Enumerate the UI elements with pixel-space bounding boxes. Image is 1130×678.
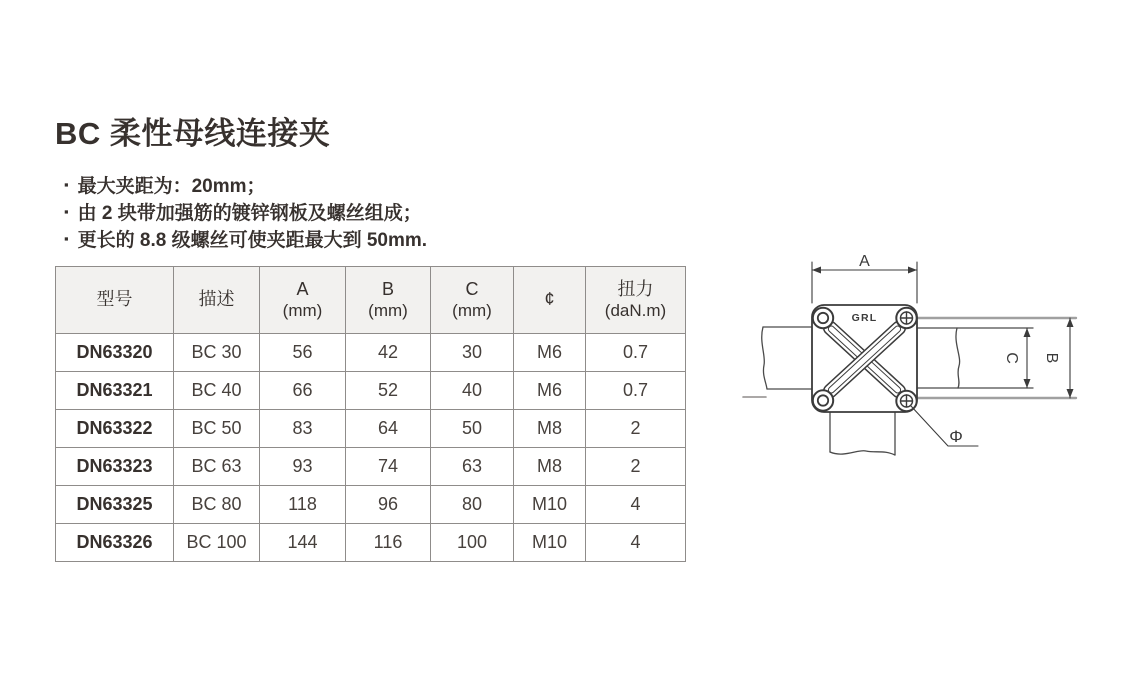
header-unit: (mm) bbox=[282, 300, 323, 320]
cell-c: 40 bbox=[431, 372, 514, 410]
table-row bbox=[56, 486, 686, 524]
cell-description: BC 30 bbox=[174, 334, 260, 372]
cell-diameter: M8 bbox=[514, 410, 586, 448]
phi-leader-line bbox=[911, 406, 978, 446]
cell-model: DN63320 bbox=[56, 334, 174, 372]
header-unit: (mm) bbox=[452, 300, 492, 320]
page-title: BC 柔性母线连接夹 bbox=[55, 116, 331, 151]
cell-description: BC 100 bbox=[174, 524, 260, 562]
cell-model: DN63321 bbox=[56, 372, 174, 410]
header-label: B bbox=[381, 279, 394, 299]
cell-diameter: M10 bbox=[514, 486, 586, 524]
cell-torque: 2 bbox=[586, 410, 686, 448]
cell-a: 83 bbox=[260, 410, 346, 448]
cell-c: 50 bbox=[431, 410, 514, 448]
col-header-c bbox=[431, 267, 514, 334]
cell-a: 66 bbox=[260, 372, 346, 410]
list-item bbox=[64, 171, 427, 198]
cell-model: DN63323 bbox=[56, 448, 174, 486]
cell-a: 118 bbox=[260, 486, 346, 524]
bolt-top-right-screw bbox=[896, 308, 916, 328]
col-header-b bbox=[346, 267, 431, 334]
bolt-top-left bbox=[813, 308, 833, 328]
cell-torque: 2 bbox=[586, 448, 686, 486]
cell-diameter: M6 bbox=[514, 334, 586, 372]
cell-b: 64 bbox=[346, 410, 431, 448]
cell-b: 96 bbox=[346, 486, 431, 524]
cell-description: BC 40 bbox=[174, 372, 260, 410]
col-header-model bbox=[56, 267, 174, 334]
dim-a-label: A bbox=[859, 253, 870, 270]
bolt-bottom-left bbox=[813, 390, 833, 410]
col-header-torque bbox=[586, 267, 686, 334]
table-row bbox=[56, 334, 686, 372]
cell-torque: 4 bbox=[586, 524, 686, 562]
cell-c: 30 bbox=[431, 334, 514, 372]
table-row bbox=[56, 448, 686, 486]
dim-b-label: B bbox=[1043, 352, 1060, 364]
header-unit: (mm) bbox=[368, 300, 408, 320]
cell-a: 56 bbox=[260, 334, 346, 372]
bullet-icon: ▪ bbox=[64, 177, 69, 192]
bullet-icon: ▪ bbox=[64, 231, 69, 246]
list-item-text: 最大夹距为：20mm； bbox=[77, 176, 266, 197]
header-label: ¢ bbox=[544, 289, 555, 310]
list-item-text: 更长的 8.8 级螺丝可使夹距最大到 50mm. bbox=[77, 230, 428, 251]
cell-diameter: M10 bbox=[514, 524, 586, 562]
header-row bbox=[56, 267, 686, 334]
phi-label: Φ bbox=[949, 427, 963, 446]
cell-description: BC 50 bbox=[174, 410, 260, 448]
dim-c-label: C bbox=[1003, 352, 1020, 364]
cell-torque: 0.7 bbox=[586, 334, 686, 372]
header-label: 型号 bbox=[96, 289, 133, 310]
cell-model: DN63322 bbox=[56, 410, 174, 448]
cell-b: 74 bbox=[346, 448, 431, 486]
dim-b bbox=[1067, 318, 1074, 398]
table-row bbox=[56, 372, 686, 410]
header-label: A bbox=[296, 279, 309, 299]
cell-description: BC 63 bbox=[174, 448, 260, 486]
cell-model: DN63326 bbox=[56, 524, 174, 562]
cell-c: 63 bbox=[431, 448, 514, 486]
header-label: 描述 bbox=[198, 289, 235, 310]
table-row bbox=[56, 524, 686, 562]
busbar-left bbox=[743, 327, 812, 397]
col-header-diameter bbox=[514, 267, 586, 334]
cell-a: 93 bbox=[260, 448, 346, 486]
cell-c: 80 bbox=[431, 486, 514, 524]
list-item bbox=[64, 225, 427, 252]
cell-model: DN63325 bbox=[56, 486, 174, 524]
list-item-text: 由 2 块带加强筋的镀锌钢板及螺丝组成； bbox=[77, 203, 422, 224]
dim-c bbox=[1024, 328, 1031, 388]
cell-diameter: M6 bbox=[514, 372, 586, 410]
table-row bbox=[56, 410, 686, 448]
cell-torque: 4 bbox=[586, 486, 686, 524]
spec-table bbox=[55, 266, 686, 562]
feature-list bbox=[64, 171, 427, 252]
header-unit: (daN.m) bbox=[604, 300, 667, 320]
busbar-bottom bbox=[830, 412, 895, 455]
cell-description: BC 80 bbox=[174, 486, 260, 524]
cell-diameter: M8 bbox=[514, 448, 586, 486]
cell-b: 42 bbox=[346, 334, 431, 372]
cell-torque: 0.7 bbox=[586, 372, 686, 410]
cell-a: 144 bbox=[260, 524, 346, 562]
cell-c: 100 bbox=[431, 524, 514, 562]
header-label: 扭力 bbox=[617, 279, 654, 299]
cell-b: 52 bbox=[346, 372, 431, 410]
cell-b: 116 bbox=[346, 524, 431, 562]
list-item bbox=[64, 198, 427, 225]
bullet-icon: ▪ bbox=[64, 204, 69, 219]
grl-logo-text: GRL bbox=[851, 312, 878, 324]
col-header-a bbox=[260, 267, 346, 334]
header-label: C bbox=[465, 279, 479, 299]
technical-diagram bbox=[740, 240, 1100, 480]
col-header-description bbox=[174, 267, 260, 334]
